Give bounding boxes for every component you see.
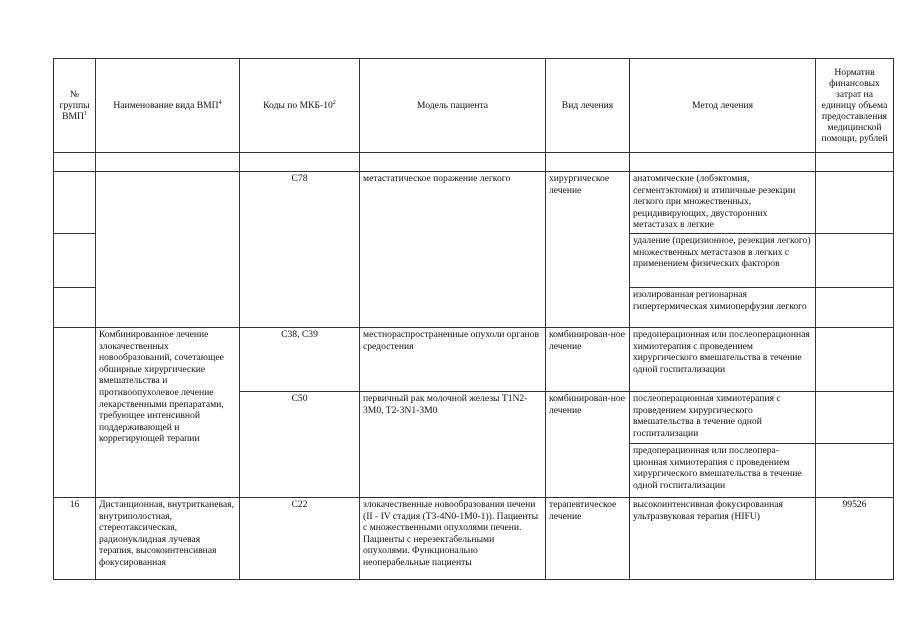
cell-empty: [54, 328, 96, 498]
cell-treatment-method: изолированная регионарная гипертермическая химиоперфузия легкого: [630, 288, 816, 328]
cell-cost-norm: 99526: [816, 498, 894, 580]
cell-empty: [816, 328, 894, 392]
cell-group-number: 16: [54, 498, 96, 580]
cell-icd-codes: C38, C39: [240, 328, 360, 392]
cell-empty: [816, 288, 894, 328]
cell-treatment-method: предоперационная или послеопера-ционная химиотерапия с проведением хирургического вмешательства в течение одной госпитализации: [630, 444, 816, 498]
cell-vmp-name: Комбинированное лечение злокачественных новообразований, сочетающее обширные хирургические вмешательства и противоопухолевое лечение лекарственными препаратами, требующее интенсивной поддерживающей и коррегирующей терапии: [96, 328, 240, 498]
cell-treatment-method: высокоинтенсивная фокусированная ультразвуковая терапия (HIFU): [630, 498, 816, 580]
cell-empty: [816, 234, 894, 288]
cell-treatment-type: хирургическое лечение: [546, 172, 630, 328]
header-vmp-name: Наименование вида ВМП$^4$: [96, 59, 240, 153]
header-treatment-method: Метод лечения: [630, 59, 816, 153]
header-treatment-type: Вид лечения: [546, 59, 630, 153]
cell-empty: [816, 392, 894, 444]
cell-icd-codes: C78: [240, 172, 360, 328]
cell-patient-model: местнораспространенные опухоли органов средостения: [360, 328, 546, 392]
cell-patient-model: метастатическое поражение легкого: [360, 172, 546, 328]
cell-vmp-name: Дистанционная, внутритканевая, внутриполостная, стереотаксическая, радионуклидная лучевая терапия, высокоинтенсивная фокусированная: [96, 498, 240, 580]
table-row: [54, 328, 894, 392]
table-row: [54, 498, 894, 580]
cell-icd-codes: C22: [240, 498, 360, 580]
cell-treatment-type: комбинирован-ное лечение: [546, 392, 630, 498]
cell-empty: [816, 172, 894, 234]
header-patient-model: Модель пациента: [360, 59, 546, 153]
header-cost-norm: Норматив финансовых затрат на единицу объема предоставления медицинской помощи, рублей: [816, 59, 894, 153]
cell-empty: [54, 288, 96, 328]
vmp-table: [53, 58, 894, 580]
header-numbering-row: [54, 153, 894, 172]
header-group-number: № группы ВМП$^1$: [54, 59, 96, 153]
header-row: [54, 59, 894, 153]
cell-icd-codes: C50: [240, 392, 360, 498]
cell-treatment-method: предоперационная или послеоперационная химиотерапия с проведением хирургического вмешательства в течение одной госпитализации: [630, 328, 816, 392]
cell-treatment-type: терапевтическое лечение: [546, 498, 630, 580]
header-icd-codes: Коды по МКБ-$10^2$: [240, 59, 360, 153]
table-row: [54, 172, 894, 234]
cell-patient-model: злокачественные новообразования печени (II - IV стадия (T3-4N0-1M0-1)). Пациенты с множественными опухолями печени. Пациенты с нерезектабельными опухолями. Функционально неоперабельные пациенты: [360, 498, 546, 580]
cell-treatment-method: удаление (прецизионное, резекция легкого) множественных метастазов в легких с применением физических факторов: [630, 234, 816, 288]
cell-patient-model: первичный рак молочной железы T1N2-3M0, T2-3N1-3M0: [360, 392, 546, 498]
cell-empty: [816, 444, 894, 498]
cell-treatment-method: анатомические (лобэктомия, сегментэктомия) и атипичные резекции легкого при множественных, рецидивирующих, двусторонних метастазах в легкие: [630, 172, 816, 234]
cell-empty: [54, 172, 96, 234]
cell-empty: [96, 172, 240, 328]
cell-treatment-type: комбинирован-ное лечение: [546, 328, 630, 392]
cell-empty: [54, 234, 96, 288]
cell-treatment-method: послеоперационная химиотерапия с проведением хирургического вмешательства в течение одной госпитализации: [630, 392, 816, 444]
